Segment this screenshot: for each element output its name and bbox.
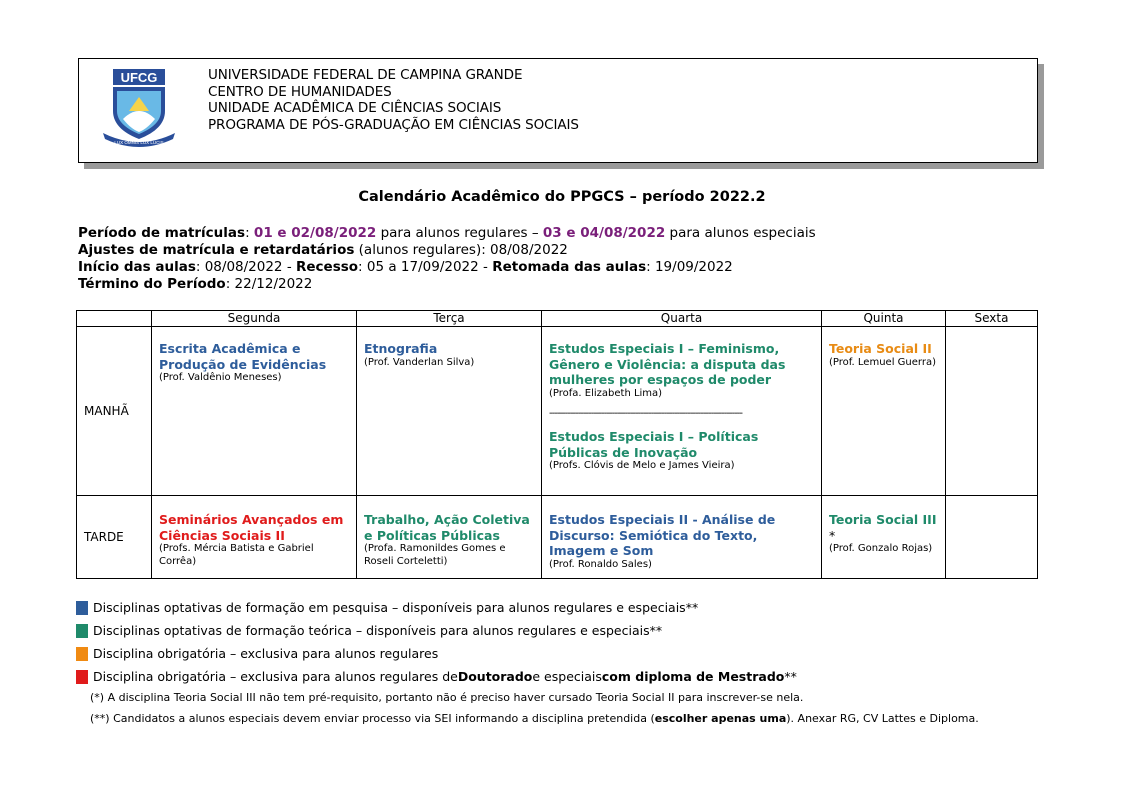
course-name: Escrita Acadêmica e Produção de Evidências	[159, 341, 327, 372]
institution-lines	[208, 67, 579, 133]
institution-line-center: CENTRO DE HUMANIDADES	[208, 83, 392, 100]
table-header-row	[77, 311, 1038, 327]
logo-motto: LUX OMNIS LUX LUCIS	[114, 140, 164, 145]
schedule-table	[76, 310, 1038, 579]
cell-tarde-segunda	[152, 496, 357, 579]
course-professor: (Prof. Ronaldo Sales)	[549, 558, 652, 570]
cell-tarde-quarta	[542, 496, 822, 579]
cell-tarde-sexta	[946, 496, 1038, 579]
header-quarta: Quarta	[542, 311, 822, 327]
legend-swatch	[76, 647, 88, 661]
footnote-1: (*) A disciplina Teoria Social III não tem pré-requisito, portanto não é preciso haver cursado Teoria Social II para inscrever-se nela.	[90, 691, 804, 704]
header-box	[78, 58, 1038, 163]
course-separator: --------------------------------------------------------------------------	[549, 408, 743, 419]
info-inicio: Início das aulas: 08/08/2022 - Recesso: 05 a 17/09/2022 - Retomada das aulas: 19/09/2022	[78, 259, 733, 275]
legend-swatch	[76, 624, 88, 638]
row-label-tarde: TARDE	[77, 496, 152, 579]
info-matriculas: Período de matrículas: 01 e 02/08/2022 para alunos regulares – 03 e 04/08/2022 para alunos especiais	[78, 225, 816, 241]
legend-item-obrigatoria-doutorado: Disciplina obrigatória – exclusiva para alunos regulares de Doutorado e especiais com diploma de Mestrado **	[76, 665, 797, 688]
institution-line-unit: UNIDADE ACADÊMICA DE CIÊNCIAS SOCIAIS	[208, 100, 502, 116]
cell-manha-segunda	[152, 327, 357, 496]
header-empty	[77, 311, 152, 327]
course-professor: (Prof. Vanderlan Silva)	[364, 356, 475, 368]
course-professor: (Prof. Lemuel Guerra)	[829, 356, 936, 368]
table-row-tarde	[77, 496, 1038, 579]
ufcg-logo-icon	[99, 67, 179, 149]
cell-manha-sexta	[946, 327, 1038, 496]
row-label-manha: MANHÃ	[77, 327, 152, 496]
legend-item-pesquisa: Disciplinas optativas de formação em pesquisa – disponíveis para alunos regulares e especiais**	[76, 596, 797, 619]
cell-manha-quinta	[822, 327, 946, 496]
footnotes	[90, 687, 979, 729]
cell-tarde-terca	[357, 496, 542, 579]
course-name: Etnografia	[364, 341, 438, 356]
course-name: Teoria Social II	[829, 341, 932, 356]
table-row-manha	[77, 327, 1038, 496]
header-quinta: Quinta	[822, 311, 946, 327]
institution-line-university: UNIVERSIDADE FEDERAL DE CAMPINA GRANDE	[208, 67, 523, 83]
legend-swatch	[76, 670, 88, 684]
legend-item-teorica: Disciplinas optativas de formação teórica – disponíveis para alunos regulares e especiais**	[76, 619, 797, 642]
course-professor: (Profs. Clóvis de Melo e James Vieira)	[549, 460, 735, 471]
cell-manha-terca	[357, 327, 542, 496]
course-name: Trabalho, Ação Coletiva e Políticas Públicas	[364, 512, 530, 543]
institution-line-program: PROGRAMA DE PÓS-GRADUAÇÃO EM CIÊNCIAS SOCIAIS	[208, 116, 579, 133]
header-segunda: Segunda	[152, 311, 357, 327]
cell-tarde-quinta	[822, 496, 946, 579]
calendar-info	[78, 225, 816, 293]
footnote-2: (**) Candidatos a alunos especiais devem enviar processo via SEI informando a disciplina pretendida (escolher apenas uma). Anexar RG, CV Lattes e Diploma.	[90, 712, 979, 725]
document-title: Calendário Acadêmico do PPGCS – período 2022.2	[358, 189, 766, 205]
info-termino: Término do Período: 22/12/2022	[78, 276, 313, 292]
course-professor: (Profa. Elizabeth Lima)	[549, 387, 663, 399]
info-ajustes: Ajustes de matrícula e retardatários (alunos regulares): 08/08/2022	[78, 242, 568, 258]
legend-item-obrigatoria: Disciplina obrigatória – exclusiva para alunos regulares	[76, 642, 797, 665]
legend-swatch	[76, 601, 88, 615]
course-professor: (Prof. Valdênio Meneses)	[159, 372, 282, 383]
course-name: Estudos Especiais II - Análise de Discurso: Semiótica do Texto, Imagem e Som	[549, 512, 776, 558]
course-professor: (Profa. Ramonildes Gomes e Roseli Corteletti)	[364, 543, 506, 567]
course-name: Teoria Social III *	[829, 512, 937, 543]
course-name: Estudos Especiais I – Políticas Públicas de Inovação	[549, 429, 759, 460]
header-terca: Terça	[357, 311, 542, 327]
course-professor: (Prof. Gonzalo Rojas)	[829, 543, 933, 554]
course-name: Estudos Especiais I – Feminismo, Gênero e Violência: a disputa das mulheres por espaços de poder	[549, 341, 786, 387]
course-name: Seminários Avançados em Ciências Sociais II	[159, 512, 344, 543]
course-professor: (Profs. Mércia Batista e Gabriel Corrêa)	[159, 543, 314, 567]
cell-manha-quarta	[542, 327, 822, 496]
legend	[76, 596, 797, 688]
logo-text: UFCG	[120, 70, 158, 85]
header-sexta: Sexta	[946, 311, 1038, 327]
course-mark: *	[829, 527, 836, 543]
